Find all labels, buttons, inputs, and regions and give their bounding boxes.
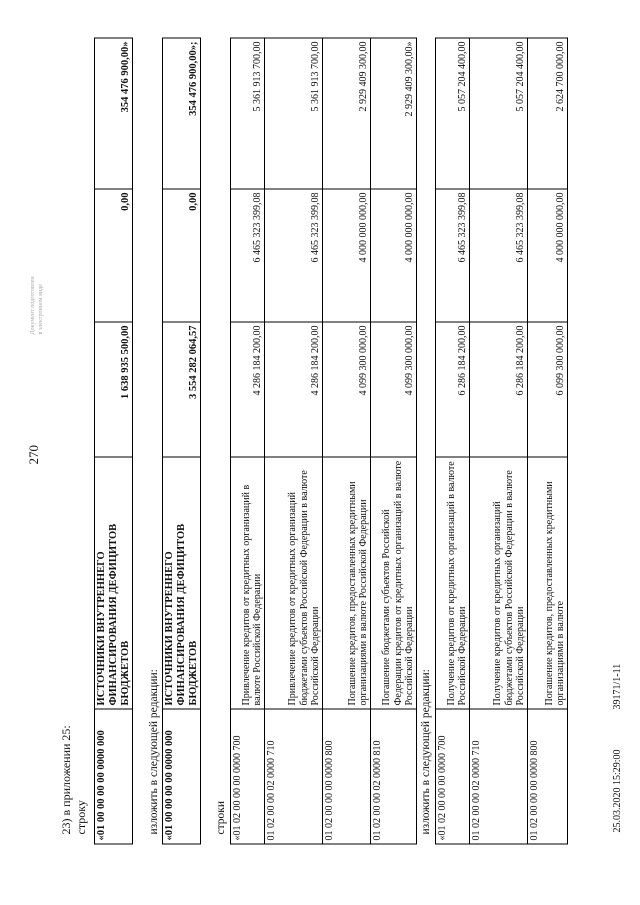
table-row: «01 00 00 00 00 0000 000 ИСТОЧНИКИ ВНУТРЕННЕГО ФИНАНСИРОВАНИЯ ДЕФИЦИТОВ БЮДЖЕТОВ 1 638 935 500,00 0,00 354 476 900,00» xyxy=(95,38,133,844)
table-cell: 2 929 409 300,00» xyxy=(371,38,417,189)
table-cell: 01 02 00 00 02 0000 810 xyxy=(371,709,417,844)
table-row xyxy=(265,38,323,844)
caption-3: изложить в следующей редакции: xyxy=(420,669,432,835)
table-cell: Погашение кредитов, предоставленных кредитными организациями в валюте xyxy=(528,457,568,709)
table-cell: 5 057 204 400,00 xyxy=(470,38,528,189)
table-cell: 5 361 913 700,00 xyxy=(265,38,323,189)
table-old-rows xyxy=(230,38,417,845)
table-cell: 6 465 323 399,08 xyxy=(265,189,323,322)
table-cell: 6 099 300 000,00 xyxy=(528,322,568,457)
table-cell: «01 02 00 00 00 0000 700 xyxy=(436,709,470,844)
table-row: «01 00 00 00 00 0000 000 ИСТОЧНИКИ ВНУТРЕННЕГО ФИНАНСИРОВАНИЯ ДЕФИЦИТОВ БЮДЖЕТОВ 3 554 282 064,57 0,00 354 476 900,00»; xyxy=(163,38,201,844)
table-cell: 4 099 300 000,00 xyxy=(323,322,371,457)
footer-doc-id: 39171/1-11 xyxy=(612,663,623,710)
table-cell: 01 02 00 00 02 0000 710 xyxy=(265,709,323,844)
intro-text: 23) в приложении 25: строку xyxy=(59,725,88,835)
table-cell: 01 02 00 00 02 0000 710 xyxy=(470,709,528,844)
table-new-row xyxy=(162,38,201,845)
table-cell: 5 361 913 700,00 xyxy=(231,38,265,189)
table-cell: 6 465 323 399,08 xyxy=(231,189,265,322)
table-row-old xyxy=(94,38,133,845)
table-row xyxy=(528,38,568,844)
footer-timestamp: 25.03.2020 15:29:00 xyxy=(612,749,623,833)
table-cell: 4 286 184 200,00 xyxy=(265,322,323,457)
table-cell: «01 02 00 00 00 0000 700 xyxy=(231,709,265,844)
table-cell: Получение кредитов от кредитных организаций в валюте Российской Федерации xyxy=(436,457,470,709)
table-cell: 6 465 323 399,08 xyxy=(436,189,470,322)
side-note: Документ подготовлен в электронном виде xyxy=(30,276,44,335)
table-cell: 01 02 00 00 00 0000 800 xyxy=(323,709,371,844)
table-cell: 5 057 204 400,00 xyxy=(436,38,470,189)
table-row xyxy=(436,38,470,844)
table-cell: 01 02 00 00 00 0000 800 xyxy=(528,709,568,844)
table-new-rows xyxy=(435,38,568,845)
table-cell: 4 000 000 000,00 xyxy=(323,189,371,322)
table-cell: 4 286 184 200,00 xyxy=(231,322,265,457)
table-row xyxy=(371,38,417,844)
table-row xyxy=(323,38,371,844)
table-cell: 4 099 300 000,00 xyxy=(371,322,417,457)
table-cell: 4 000 000 000,00 xyxy=(371,189,417,322)
table-cell: Погашение бюджетами субъектов Российской Федерации кредитов от кредитных организаций в валюте Российской Федерации xyxy=(371,457,417,709)
table-row xyxy=(470,38,528,844)
caption-1: изложить в следующей редакции: xyxy=(148,669,160,835)
table-cell: Привлечение кредитов от кредитных организаций бюджетами субъектов Российской Федерации в валюте Российской Федерации xyxy=(265,457,323,709)
table-cell: 2 929 409 300,00 xyxy=(323,38,371,189)
table-cell: 4 000 000 000,00 xyxy=(528,189,568,322)
table-cell: 2 624 700 000,00 xyxy=(528,38,568,189)
page-number: 270 xyxy=(26,445,41,465)
table-row xyxy=(231,38,265,844)
caption-2: строки xyxy=(215,800,227,835)
table-cell: Погашение кредитов, предоставленных кредитными организациями в валюте Российской Федерации xyxy=(323,457,371,709)
table-cell: 6 286 184 200,00 xyxy=(436,322,470,457)
table-cell: Привлечение кредитов от кредитных организаций в валюте Российской Федерации xyxy=(231,457,265,709)
table-cell: Получение кредитов от кредитных организаций бюджетами субъектов Российской Федерации в валюте Российской Федерации xyxy=(470,457,528,709)
table-cell: 6 286 184 200,00 xyxy=(470,322,528,457)
table-cell: 6 465 323 399,08 xyxy=(470,189,528,322)
